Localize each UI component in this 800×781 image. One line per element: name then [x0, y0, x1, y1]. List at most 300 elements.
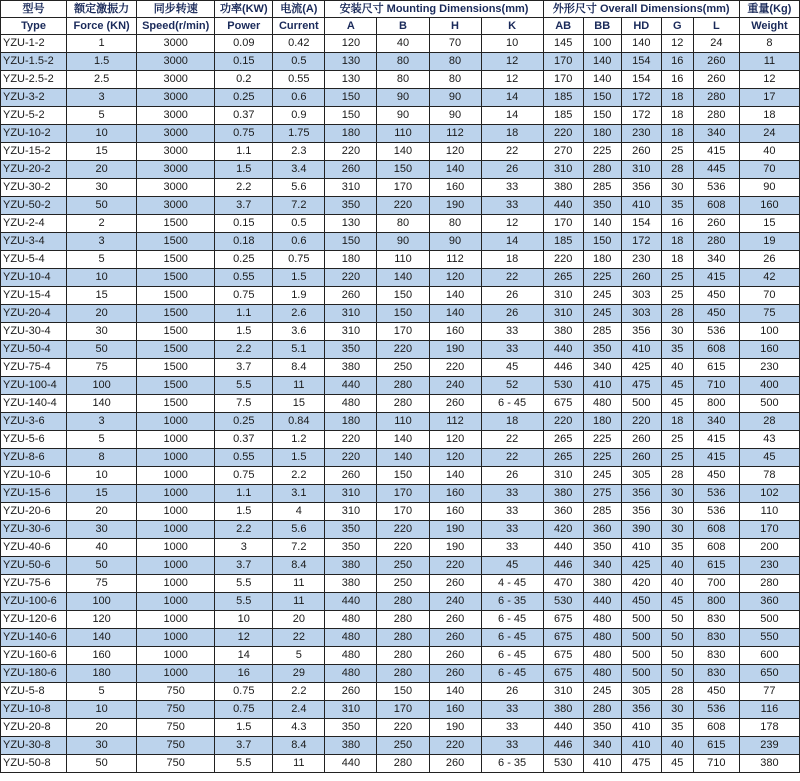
- cell-g: 40: [661, 737, 693, 755]
- cell-l: 608: [693, 521, 739, 539]
- cell-k: 22: [481, 431, 543, 449]
- cell-speed: 1500: [137, 251, 215, 269]
- cell-speed: 1000: [137, 467, 215, 485]
- cell-force: 2: [67, 215, 137, 233]
- cell-type: YZU-15-6: [1, 485, 67, 503]
- cell-ab: 265: [543, 449, 583, 467]
- cell-power: 14: [215, 647, 273, 665]
- cell-a: 120: [325, 35, 377, 53]
- cell-a: 310: [325, 503, 377, 521]
- header-hd: HD: [621, 18, 661, 35]
- cell-hd: 500: [621, 665, 661, 683]
- cell-ab: 310: [543, 161, 583, 179]
- cell-weight: 230: [739, 359, 799, 377]
- cell-power: 2.2: [215, 179, 273, 197]
- cell-weight: 500: [739, 395, 799, 413]
- cell-g: 16: [661, 71, 693, 89]
- cell-g: 18: [661, 251, 693, 269]
- cell-k: 18: [481, 251, 543, 269]
- cell-ab: 185: [543, 233, 583, 251]
- cell-current: 8.4: [273, 737, 325, 755]
- cell-bb: 275: [583, 485, 621, 503]
- cell-k: 14: [481, 107, 543, 125]
- cell-current: 2.2: [273, 683, 325, 701]
- cell-current: 1.5: [273, 449, 325, 467]
- cell-g: 45: [661, 377, 693, 395]
- cell-type: YZU-5-4: [1, 251, 67, 269]
- cell-l: 260: [693, 215, 739, 233]
- cell-bb: 245: [583, 305, 621, 323]
- cell-power: 0.09: [215, 35, 273, 53]
- cell-speed: 1000: [137, 521, 215, 539]
- cell-h: 240: [429, 377, 481, 395]
- cell-hd: 305: [621, 467, 661, 485]
- cell-bb: 480: [583, 647, 621, 665]
- cell-weight: 17: [739, 89, 799, 107]
- cell-h: 220: [429, 359, 481, 377]
- cell-bb: 360: [583, 521, 621, 539]
- cell-h: 140: [429, 161, 481, 179]
- table-row: [1, 449, 800, 467]
- cell-hd: 220: [621, 413, 661, 431]
- cell-current: 2.6: [273, 305, 325, 323]
- cell-ab: 265: [543, 269, 583, 287]
- cell-ab: 530: [543, 377, 583, 395]
- cell-type: YZU-3-6: [1, 413, 67, 431]
- table-row: [1, 305, 800, 323]
- table-row: [1, 539, 800, 557]
- cell-b: 280: [377, 665, 429, 683]
- cell-weight: 360: [739, 593, 799, 611]
- cell-speed: 1500: [137, 395, 215, 413]
- cell-g: 25: [661, 431, 693, 449]
- cell-g: 25: [661, 143, 693, 161]
- cell-bb: 245: [583, 467, 621, 485]
- cell-b: 90: [377, 107, 429, 125]
- cell-a: 180: [325, 125, 377, 143]
- cell-power: 0.15: [215, 53, 273, 71]
- cell-type: YZU-20-4: [1, 305, 67, 323]
- cell-weight: 15: [739, 215, 799, 233]
- cell-current: 3.1: [273, 485, 325, 503]
- cell-ab: 220: [543, 413, 583, 431]
- cell-bb: 350: [583, 539, 621, 557]
- cell-bb: 150: [583, 233, 621, 251]
- table-row: [1, 395, 800, 413]
- cell-ab: 265: [543, 431, 583, 449]
- cell-ab: 380: [543, 323, 583, 341]
- cell-g: 25: [661, 449, 693, 467]
- cell-speed: 1500: [137, 377, 215, 395]
- cell-g: 50: [661, 629, 693, 647]
- cell-weight: 18: [739, 107, 799, 125]
- cell-type: YZU-50-8: [1, 755, 67, 773]
- cell-type: YZU-160-6: [1, 647, 67, 665]
- cell-l: 830: [693, 647, 739, 665]
- cell-hd: 260: [621, 143, 661, 161]
- cell-type: YZU-50-2: [1, 197, 67, 215]
- cell-current: 20: [273, 611, 325, 629]
- cell-type: YZU-10-4: [1, 269, 67, 287]
- cell-current: 7.2: [273, 539, 325, 557]
- cell-power: 0.75: [215, 467, 273, 485]
- cell-l: 340: [693, 413, 739, 431]
- cell-bb: 350: [583, 197, 621, 215]
- cell-ab: 145: [543, 35, 583, 53]
- cell-l: 608: [693, 719, 739, 737]
- header-weight-cn: 重量(Kg): [739, 1, 799, 18]
- cell-hd: 260: [621, 269, 661, 287]
- cell-power: 1.1: [215, 485, 273, 503]
- cell-hd: 500: [621, 395, 661, 413]
- cell-current: 1.5: [273, 269, 325, 287]
- cell-k: 4 - 45: [481, 575, 543, 593]
- cell-h: 70: [429, 35, 481, 53]
- table-row: [1, 143, 800, 161]
- cell-type: YZU-30-8: [1, 737, 67, 755]
- cell-l: 280: [693, 89, 739, 107]
- cell-l: 615: [693, 359, 739, 377]
- cell-bb: 280: [583, 161, 621, 179]
- cell-b: 40: [377, 35, 429, 53]
- cell-power: 0.25: [215, 413, 273, 431]
- cell-hd: 356: [621, 323, 661, 341]
- cell-b: 110: [377, 413, 429, 431]
- cell-k: 26: [481, 467, 543, 485]
- cell-l: 710: [693, 377, 739, 395]
- cell-k: 45: [481, 557, 543, 575]
- cell-a: 150: [325, 233, 377, 251]
- header-force-en: Force (KN): [67, 18, 137, 35]
- cell-g: 30: [661, 701, 693, 719]
- cell-g: 35: [661, 719, 693, 737]
- cell-ab: 310: [543, 467, 583, 485]
- cell-b: 170: [377, 503, 429, 521]
- cell-bb: 480: [583, 629, 621, 647]
- cell-hd: 475: [621, 377, 661, 395]
- cell-weight: 43: [739, 431, 799, 449]
- cell-k: 33: [481, 539, 543, 557]
- cell-bb: 340: [583, 557, 621, 575]
- cell-type: YZU-5-8: [1, 683, 67, 701]
- cell-force: 120: [67, 611, 137, 629]
- header-k: K: [481, 18, 543, 35]
- cell-k: 22: [481, 269, 543, 287]
- cell-hd: 425: [621, 359, 661, 377]
- cell-g: 25: [661, 269, 693, 287]
- cell-l: 450: [693, 287, 739, 305]
- cell-weight: 100: [739, 323, 799, 341]
- header-current-en: Current: [273, 18, 325, 35]
- cell-speed: 3000: [137, 71, 215, 89]
- cell-weight: 19: [739, 233, 799, 251]
- cell-current: 15: [273, 395, 325, 413]
- cell-h: 90: [429, 89, 481, 107]
- header-mounting-group: 安装尺寸 Mounting Dimensions(mm): [325, 1, 543, 18]
- cell-weight: 200: [739, 539, 799, 557]
- cell-l: 536: [693, 503, 739, 521]
- cell-b: 280: [377, 593, 429, 611]
- cell-g: 40: [661, 557, 693, 575]
- cell-force: 15: [67, 287, 137, 305]
- cell-weight: 8: [739, 35, 799, 53]
- cell-current: 4.3: [273, 719, 325, 737]
- cell-l: 280: [693, 107, 739, 125]
- cell-weight: 40: [739, 143, 799, 161]
- cell-h: 160: [429, 323, 481, 341]
- cell-speed: 1000: [137, 575, 215, 593]
- cell-g: 30: [661, 503, 693, 521]
- cell-k: 33: [481, 701, 543, 719]
- cell-g: 30: [661, 179, 693, 197]
- cell-h: 140: [429, 683, 481, 701]
- cell-k: 26: [481, 161, 543, 179]
- cell-g: 30: [661, 521, 693, 539]
- cell-g: 18: [661, 233, 693, 251]
- cell-a: 180: [325, 413, 377, 431]
- cell-force: 100: [67, 593, 137, 611]
- cell-type: YZU-3-2: [1, 89, 67, 107]
- cell-ab: 380: [543, 179, 583, 197]
- header-power-cn: 功率(KW): [215, 1, 273, 18]
- cell-hd: 420: [621, 575, 661, 593]
- cell-b: 280: [377, 377, 429, 395]
- cell-ab: 530: [543, 593, 583, 611]
- cell-k: 33: [481, 521, 543, 539]
- cell-force: 180: [67, 665, 137, 683]
- cell-bb: 100: [583, 35, 621, 53]
- cell-weight: 28: [739, 413, 799, 431]
- cell-bb: 150: [583, 107, 621, 125]
- cell-h: 112: [429, 413, 481, 431]
- cell-weight: 550: [739, 629, 799, 647]
- cell-power: 12: [215, 629, 273, 647]
- cell-speed: 750: [137, 719, 215, 737]
- cell-b: 280: [377, 611, 429, 629]
- cell-g: 28: [661, 467, 693, 485]
- cell-power: 0.75: [215, 287, 273, 305]
- cell-g: 30: [661, 485, 693, 503]
- cell-current: 0.5: [273, 215, 325, 233]
- cell-bb: 150: [583, 89, 621, 107]
- cell-force: 50: [67, 557, 137, 575]
- cell-ab: 446: [543, 737, 583, 755]
- cell-speed: 1000: [137, 593, 215, 611]
- cell-speed: 3000: [137, 179, 215, 197]
- table-row: [1, 431, 800, 449]
- cell-weight: 11: [739, 53, 799, 71]
- cell-k: 18: [481, 413, 543, 431]
- cell-a: 310: [325, 701, 377, 719]
- cell-current: 5.6: [273, 179, 325, 197]
- cell-power: 0.55: [215, 449, 273, 467]
- cell-a: 150: [325, 107, 377, 125]
- cell-bb: 480: [583, 395, 621, 413]
- cell-a: 480: [325, 395, 377, 413]
- cell-type: YZU-10-2: [1, 125, 67, 143]
- cell-type: YZU-140-4: [1, 395, 67, 413]
- cell-h: 220: [429, 737, 481, 755]
- table-row: [1, 71, 800, 89]
- cell-bb: 140: [583, 53, 621, 71]
- cell-current: 2.3: [273, 143, 325, 161]
- cell-b: 150: [377, 287, 429, 305]
- cell-k: 33: [481, 323, 543, 341]
- cell-speed: 1500: [137, 341, 215, 359]
- cell-ab: 446: [543, 359, 583, 377]
- cell-force: 50: [67, 197, 137, 215]
- cell-force: 160: [67, 647, 137, 665]
- cell-bb: 350: [583, 719, 621, 737]
- cell-weight: 280: [739, 575, 799, 593]
- cell-b: 150: [377, 467, 429, 485]
- cell-l: 450: [693, 467, 739, 485]
- cell-speed: 3000: [137, 107, 215, 125]
- cell-speed: 1500: [137, 359, 215, 377]
- cell-ab: 310: [543, 305, 583, 323]
- cell-force: 40: [67, 539, 137, 557]
- cell-g: 16: [661, 215, 693, 233]
- cell-b: 90: [377, 89, 429, 107]
- cell-h: 190: [429, 521, 481, 539]
- cell-hd: 410: [621, 197, 661, 215]
- cell-l: 615: [693, 737, 739, 755]
- cell-current: 0.42: [273, 35, 325, 53]
- cell-h: 80: [429, 53, 481, 71]
- table-row: [1, 755, 800, 773]
- cell-power: 1.1: [215, 143, 273, 161]
- table-row: [1, 53, 800, 71]
- cell-ab: 220: [543, 251, 583, 269]
- cell-bb: 140: [583, 71, 621, 89]
- cell-g: 18: [661, 107, 693, 125]
- cell-l: 450: [693, 683, 739, 701]
- cell-power: 16: [215, 665, 273, 683]
- header-l: L: [693, 18, 739, 35]
- cell-force: 10: [67, 701, 137, 719]
- cell-bb: 280: [583, 701, 621, 719]
- cell-bb: 410: [583, 377, 621, 395]
- cell-hd: 410: [621, 719, 661, 737]
- table-row: [1, 503, 800, 521]
- cell-l: 608: [693, 341, 739, 359]
- cell-b: 110: [377, 125, 429, 143]
- cell-a: 310: [325, 323, 377, 341]
- cell-l: 608: [693, 539, 739, 557]
- cell-k: 33: [481, 179, 543, 197]
- cell-b: 220: [377, 539, 429, 557]
- cell-a: 350: [325, 197, 377, 215]
- cell-force: 2.5: [67, 71, 137, 89]
- cell-current: 29: [273, 665, 325, 683]
- cell-current: 1.2: [273, 431, 325, 449]
- cell-b: 150: [377, 161, 429, 179]
- cell-bb: 245: [583, 683, 621, 701]
- cell-h: 190: [429, 197, 481, 215]
- cell-current: 0.75: [273, 251, 325, 269]
- cell-a: 440: [325, 755, 377, 773]
- cell-l: 340: [693, 125, 739, 143]
- cell-power: 0.75: [215, 125, 273, 143]
- cell-force: 30: [67, 323, 137, 341]
- cell-current: 2.2: [273, 467, 325, 485]
- cell-bb: 340: [583, 359, 621, 377]
- cell-b: 250: [377, 737, 429, 755]
- cell-l: 608: [693, 197, 739, 215]
- cell-type: YZU-10-8: [1, 701, 67, 719]
- cell-b: 80: [377, 71, 429, 89]
- cell-speed: 1500: [137, 323, 215, 341]
- header-power-en: Power: [215, 18, 273, 35]
- cell-k: 12: [481, 53, 543, 71]
- cell-weight: 90: [739, 179, 799, 197]
- cell-type: YZU-75-6: [1, 575, 67, 593]
- cell-ab: 380: [543, 485, 583, 503]
- cell-current: 0.84: [273, 413, 325, 431]
- cell-force: 20: [67, 161, 137, 179]
- cell-h: 120: [429, 269, 481, 287]
- cell-power: 3.7: [215, 359, 273, 377]
- cell-h: 190: [429, 341, 481, 359]
- cell-l: 536: [693, 701, 739, 719]
- cell-type: YZU-40-6: [1, 539, 67, 557]
- cell-weight: 160: [739, 341, 799, 359]
- cell-weight: 45: [739, 449, 799, 467]
- cell-l: 536: [693, 485, 739, 503]
- cell-hd: 410: [621, 341, 661, 359]
- cell-l: 260: [693, 53, 739, 71]
- cell-a: 310: [325, 485, 377, 503]
- cell-type: YZU-50-6: [1, 557, 67, 575]
- cell-force: 30: [67, 737, 137, 755]
- cell-ab: 446: [543, 557, 583, 575]
- cell-type: YZU-8-6: [1, 449, 67, 467]
- cell-a: 220: [325, 143, 377, 161]
- table-row: [1, 413, 800, 431]
- cell-current: 1.75: [273, 125, 325, 143]
- cell-ab: 170: [543, 215, 583, 233]
- cell-b: 250: [377, 359, 429, 377]
- cell-b: 250: [377, 575, 429, 593]
- cell-b: 140: [377, 143, 429, 161]
- cell-hd: 425: [621, 557, 661, 575]
- cell-h: 90: [429, 107, 481, 125]
- cell-bb: 225: [583, 449, 621, 467]
- cell-force: 10: [67, 269, 137, 287]
- cell-force: 5: [67, 683, 137, 701]
- cell-weight: 239: [739, 737, 799, 755]
- cell-power: 3.7: [215, 557, 273, 575]
- cell-hd: 172: [621, 233, 661, 251]
- cell-g: 35: [661, 197, 693, 215]
- cell-g: 35: [661, 341, 693, 359]
- cell-k: 6 - 45: [481, 665, 543, 683]
- cell-g: 28: [661, 683, 693, 701]
- header-g: G: [661, 18, 693, 35]
- cell-force: 75: [67, 359, 137, 377]
- cell-speed: 1000: [137, 557, 215, 575]
- cell-h: 120: [429, 431, 481, 449]
- cell-power: 3.7: [215, 197, 273, 215]
- cell-hd: 390: [621, 521, 661, 539]
- cell-ab: 440: [543, 341, 583, 359]
- cell-speed: 1000: [137, 431, 215, 449]
- cell-type: YZU-30-2: [1, 179, 67, 197]
- cell-a: 480: [325, 611, 377, 629]
- cell-k: 6 - 35: [481, 755, 543, 773]
- table-row: [1, 629, 800, 647]
- cell-bb: 225: [583, 269, 621, 287]
